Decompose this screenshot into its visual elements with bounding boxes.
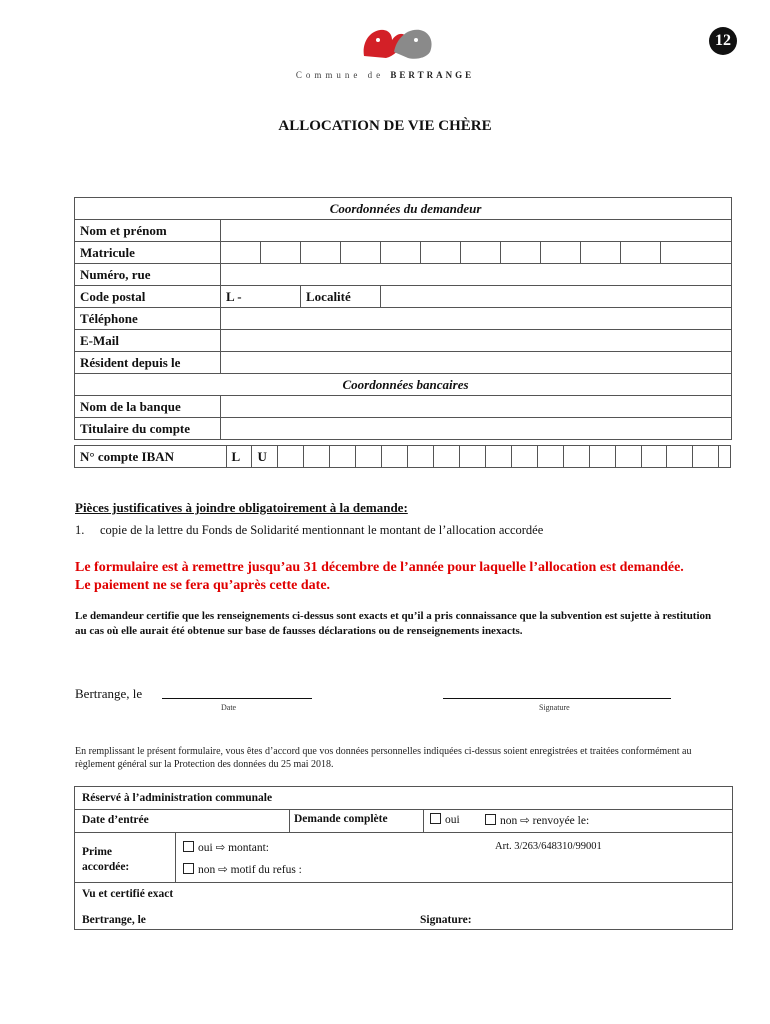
label-phone: Téléphone <box>75 308 221 330</box>
checkbox-icon[interactable] <box>430 813 441 824</box>
iban-digit[interactable] <box>330 446 356 468</box>
label-iban: N° compte IBAN <box>75 446 227 468</box>
matricule-digit[interactable] <box>301 242 341 264</box>
certified-label: Vu et certifié exact <box>82 888 174 900</box>
documents-item <box>75 523 543 538</box>
matricule-digit[interactable] <box>621 242 661 264</box>
applicant-table <box>74 197 732 440</box>
complete-label: Demande complète <box>294 813 388 825</box>
deadline-notice: Le formulaire est à remettre jusqu’au 31 décembre de l’année pour laquelle l’allocation est demandée. Le paiement ne se fera qu’après cette date. <box>75 560 684 593</box>
iban-table <box>74 445 731 468</box>
signature-caption: Signature <box>539 703 570 712</box>
matricule-digit[interactable] <box>541 242 581 264</box>
locality-field[interactable] <box>381 286 732 308</box>
resident-since-field[interactable] <box>221 352 732 374</box>
name-field[interactable] <box>221 220 732 242</box>
checkbox-icon[interactable] <box>183 841 194 852</box>
admin-prime-row <box>75 832 732 883</box>
iban-digit[interactable] <box>304 446 330 468</box>
commune-logo-icon <box>358 22 438 64</box>
form-title: ALLOCATION DE VIE CHÈRE <box>278 118 492 134</box>
iban-digit[interactable] <box>408 446 434 468</box>
bank-name-field[interactable] <box>221 396 732 418</box>
article-code: Art. 3/263/648310/99001 <box>495 841 602 852</box>
matricule-digit[interactable] <box>581 242 621 264</box>
matricule-digit[interactable] <box>421 242 461 264</box>
signature-line[interactable] <box>443 684 671 699</box>
iban-digit[interactable] <box>434 446 460 468</box>
iban-digit[interactable] <box>667 446 693 468</box>
iban-digit[interactable] <box>356 446 382 468</box>
date-caption: Date <box>221 703 237 712</box>
documents-item-number: 1. <box>75 523 85 537</box>
label-postal: Code postal <box>75 286 221 308</box>
street-field[interactable] <box>221 264 732 286</box>
postal-field[interactable] <box>221 286 301 308</box>
label-street: Numéro, rue <box>75 264 221 286</box>
entry-date-label: Date d’entrée <box>82 814 149 826</box>
admin-heading-row <box>75 787 732 810</box>
documents-item-text: copie de la lettre du Fonds de Solidarité mentionnant le montant de l’allocation accordée <box>100 523 544 537</box>
prime-yes[interactable]: oui ⇨ montant: <box>183 840 269 854</box>
iban-digit[interactable] <box>485 446 511 468</box>
iban-digit[interactable] <box>459 446 485 468</box>
iban-digit[interactable] <box>382 446 408 468</box>
label-locality: Localité <box>301 286 381 308</box>
matricule-digit[interactable] <box>381 242 421 264</box>
phone-field[interactable] <box>221 308 732 330</box>
checkbox-icon[interactable] <box>485 814 496 825</box>
documents-heading: Pièces justificatives à joindre obligatoirement à la demande: <box>75 500 408 515</box>
prime-no[interactable]: non ⇨ motif du refus : <box>183 862 302 876</box>
label-email: E-Mail <box>75 330 221 352</box>
checkbox-icon[interactable] <box>183 863 194 874</box>
matricule-digit[interactable] <box>261 242 301 264</box>
label-resident: Résident depuis le <box>75 352 221 374</box>
label-name: Nom et prénom <box>75 220 221 242</box>
iban-prefix-l: L <box>226 446 252 468</box>
label-matricule: Matricule <box>75 242 221 264</box>
iban-digit[interactable] <box>615 446 641 468</box>
matricule-digit[interactable] <box>501 242 541 264</box>
section-bank: Coordonnées bancaires <box>75 374 732 396</box>
matricule-digit[interactable] <box>221 242 261 264</box>
iban-digit[interactable] <box>719 446 731 468</box>
matricule-digit[interactable] <box>461 242 501 264</box>
admin-signature-label: Signature: <box>420 914 472 926</box>
iban-prefix-u: U <box>252 446 278 468</box>
iban-digit[interactable] <box>511 446 537 468</box>
place-label: Bertrange, le <box>75 686 143 701</box>
date-line[interactable] <box>162 684 312 699</box>
iban-digit[interactable] <box>641 446 667 468</box>
matricule-digit[interactable] <box>661 242 732 264</box>
admin-entry-row <box>75 809 732 833</box>
certification-text: Le demandeur certifie que les renseignements ci-dessus sont exacts et qu’il a pris connaissance que la subvention est sujette à restitution au cas où elle aurait été obtenue sur base de fausses déclarations ou de renseignements inexacts. <box>75 610 712 637</box>
holder-field[interactable] <box>221 418 732 440</box>
email-field[interactable] <box>221 330 732 352</box>
matricule-digit[interactable] <box>341 242 381 264</box>
admin-box <box>74 786 733 930</box>
complete-yes[interactable]: oui <box>430 813 460 826</box>
gdpr-notice: En remplissant le présent formulaire, vous êtes d’accord que vos données personnelles indiquées ci-dessus soient enregistrées et traitées conformément au règlement général sur la Protection des données du 25 mai 2018. <box>75 746 692 770</box>
postal-prefix: L - <box>226 288 242 304</box>
admin-heading: Réservé à l’administration communale <box>82 792 273 804</box>
iban-digit[interactable] <box>278 446 304 468</box>
complete-no[interactable]: non ⇨ renvoyée le: <box>485 813 589 827</box>
label-holder: Titulaire du compte <box>75 418 221 440</box>
prime-label: Prime accordée: <box>82 846 130 873</box>
page-number-badge: 12 <box>709 27 737 55</box>
iban-digit[interactable] <box>589 446 615 468</box>
iban-digit[interactable] <box>537 446 563 468</box>
section-applicant: Coordonnées du demandeur <box>75 198 732 220</box>
label-bank-name: Nom de la banque <box>75 396 221 418</box>
iban-digit[interactable] <box>693 446 719 468</box>
admin-place-label: Bertrange, le <box>82 914 146 926</box>
iban-digit[interactable] <box>563 446 589 468</box>
commune-name: Commune de BERTRANGE <box>295 70 475 80</box>
